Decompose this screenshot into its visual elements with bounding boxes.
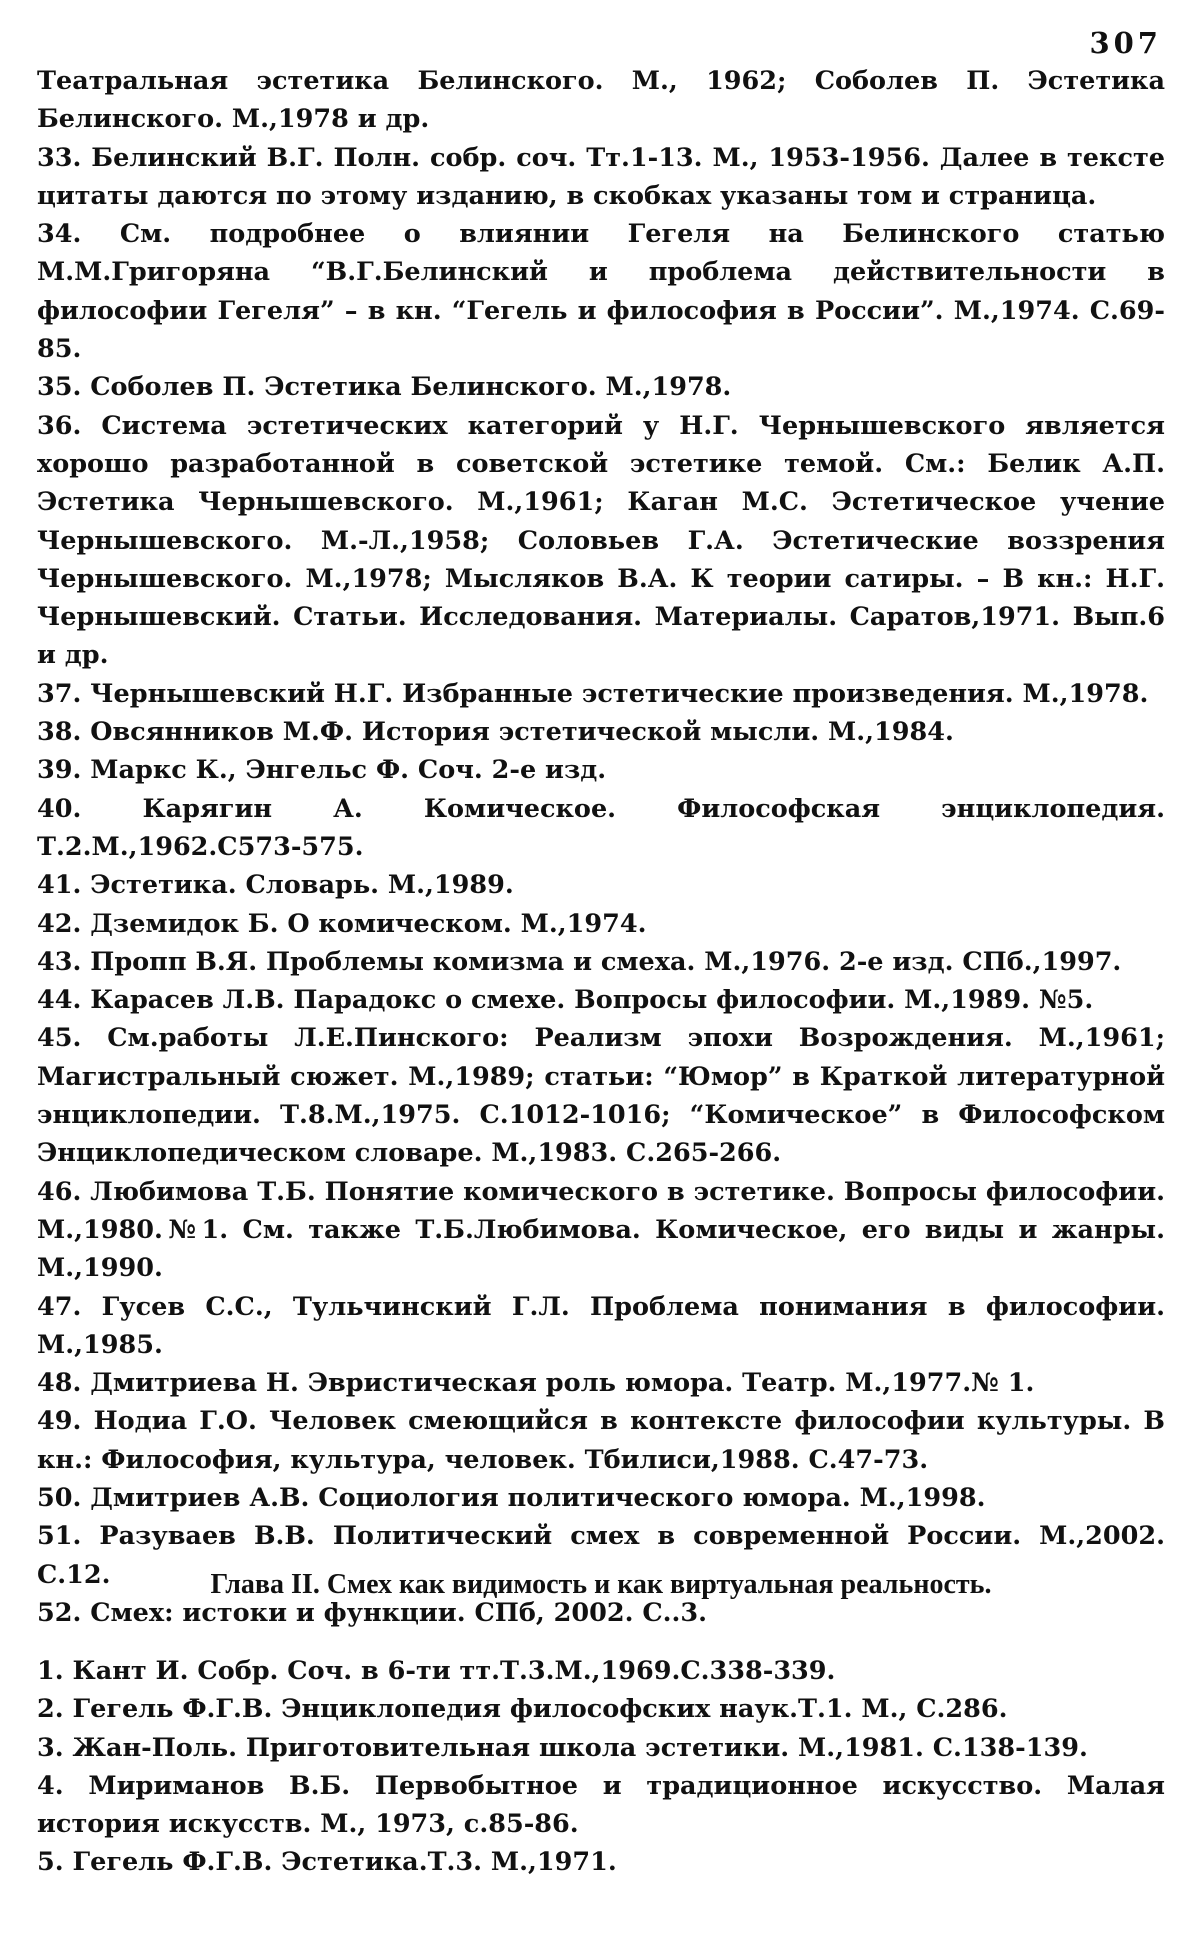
note-entry: 46. Любимова Т.Б. Понятие комического в эстетике. Вопросы философии. М.,1980.№1. См. также Т.Б.Любимова. Комическое, его виды и жанры. М.,1990. <box>37 1176 1165 1284</box>
note-entry: 5. Гегель Ф.Г.В. Эстетика.Т.3. М.,1971. <box>37 1847 617 1878</box>
note-entry: 33. Белинский В.Г. Полн. собр. соч. Тт.1-13. М., 1953-1956. Далее в тексте цитаты даются по этому изданию, в скобках указаны том и страница. <box>37 142 1165 211</box>
note-entry: 35. Соболев П. Эстетика Белинского. М.,1978. <box>37 372 732 403</box>
note-entry: 1. Кант И. Собр. Соч. в 6-ти тт.Т.3.М.,1969.С.338-339. <box>37 1656 836 1686</box>
note-entry: 39. Маркс К., Энгельс Ф. Соч. 2-е изд. <box>37 755 607 786</box>
note-entry: 2. Гегель Ф.Г.В. Энциклопедия философских наук.Т.1. М., С.286. <box>37 1694 1008 1725</box>
note-entry: 48. Дмитриева Н. Эвристическая роль юмора. Театр. М.,1977.№ 1. <box>37 1368 1035 1399</box>
note-entry: 41. Эстетика. Словарь. М.,1989. <box>37 870 514 901</box>
note-entry: 37. Чернышевский Н.Г. Избранные эстетические произведения. М.,1978. <box>37 678 1149 709</box>
chapter-notes-list <box>37 1652 1165 1882</box>
note-entry: 36. Система эстетических категорий у Н.Г. Чернышевского является хорошо разработанной в советской эстетике темой. См.: Белик А.П. Эстетика Чернышевского. М.,1961; Каган М.С. Эстетическое учение Чернышевского. М.-Л.,1958; Соловьев Г.А. Эстетические воззрения Чернышевского. М.,1978; Мысляков В.А. К теории сатиры. – В кн.: Н.Г. Чернышевский. Статьи. Исследования. Материалы. Саратов,1971. Вып.6 и др. <box>37 410 1165 671</box>
note-entry: 47. Гусев С.С., Тульчинский Г.Л. Проблема понимания в философии. М.,1985. <box>37 1291 1165 1360</box>
chapter-heading: Глава II. Смех как видимость и как виртуальная реальность. <box>210 1569 992 1600</box>
note-entry: 43. Пропп В.Я. Проблемы комизма и смеха. М.,1976. 2-е изд. СПб.,1997. <box>37 946 1122 977</box>
note-entry: 50. Дмитриев А.В. Социология политического юмора. М.,1998. <box>37 1482 986 1513</box>
note-entry: 3. Жан-Поль. Приготовительная школа эстетики. М.,1981. С.138-139. <box>37 1732 1088 1763</box>
note-entry: 34. См. подробнее о влиянии Гегеля на Белинского статью М.М.Григоряна “В.Г.Белинский и проблема действительности в философии Гегеля” – в кн. “Гегель и философия в России”. М.,1974. С.69-85. <box>37 219 1165 365</box>
note-entry: 49. Нодиа Г.О. Человек смеющийся в контексте философии культуры. В кн.: Философия, культура, человек. Тбилиси,1988. С.47-73. <box>37 1406 1165 1475</box>
note-entry: 45. См.работы Л.Е.Пинского: Реализм эпохи Возрождения. М.,1961; Магистральный сюжет. М.,1989; статьи: “Юмор” в Краткой литературной энциклопедии. Т.8.М.,1975. С.1012-1016; “Комическое” в Философском Энциклопедическом словаре. М.,1983. С.265-266. <box>37 1023 1165 1169</box>
note-entry: Театральная эстетика Белинского. М., 1962; Соболев П. Эстетика Белинского. М.,1978 и др. <box>37 66 1165 135</box>
notes-list <box>37 62 1165 1632</box>
note-entry: 40. Карягин А. Комическое. Философская энциклопедия. Т.2.М.,1962.С573-575. <box>37 793 1165 862</box>
page-number: 307 <box>1089 26 1162 60</box>
note-entry: 44. Карасев Л.В. Парадокс о смехе. Вопросы философии. М.,1989. №5. <box>37 985 1094 1016</box>
note-entry: 52. Смех: истоки и функции. СПб, 2002. С..3. <box>37 1597 708 1628</box>
note-entry: 42. Дземидок Б. О комическом. М.,1974. <box>37 908 647 939</box>
note-entry: 38. Овсянников М.Ф. История эстетической мысли. М.,1984. <box>37 717 954 748</box>
note-entry: 51. Разуваев В.В. Политический смех в современной России. М.,2002. С.12. <box>37 1521 1165 1590</box>
note-entry: 4. Мириманов В.Б. Первобытное и традиционное искусство. Малая история искусств. М., 1973, с.85-86. <box>37 1770 1165 1840</box>
